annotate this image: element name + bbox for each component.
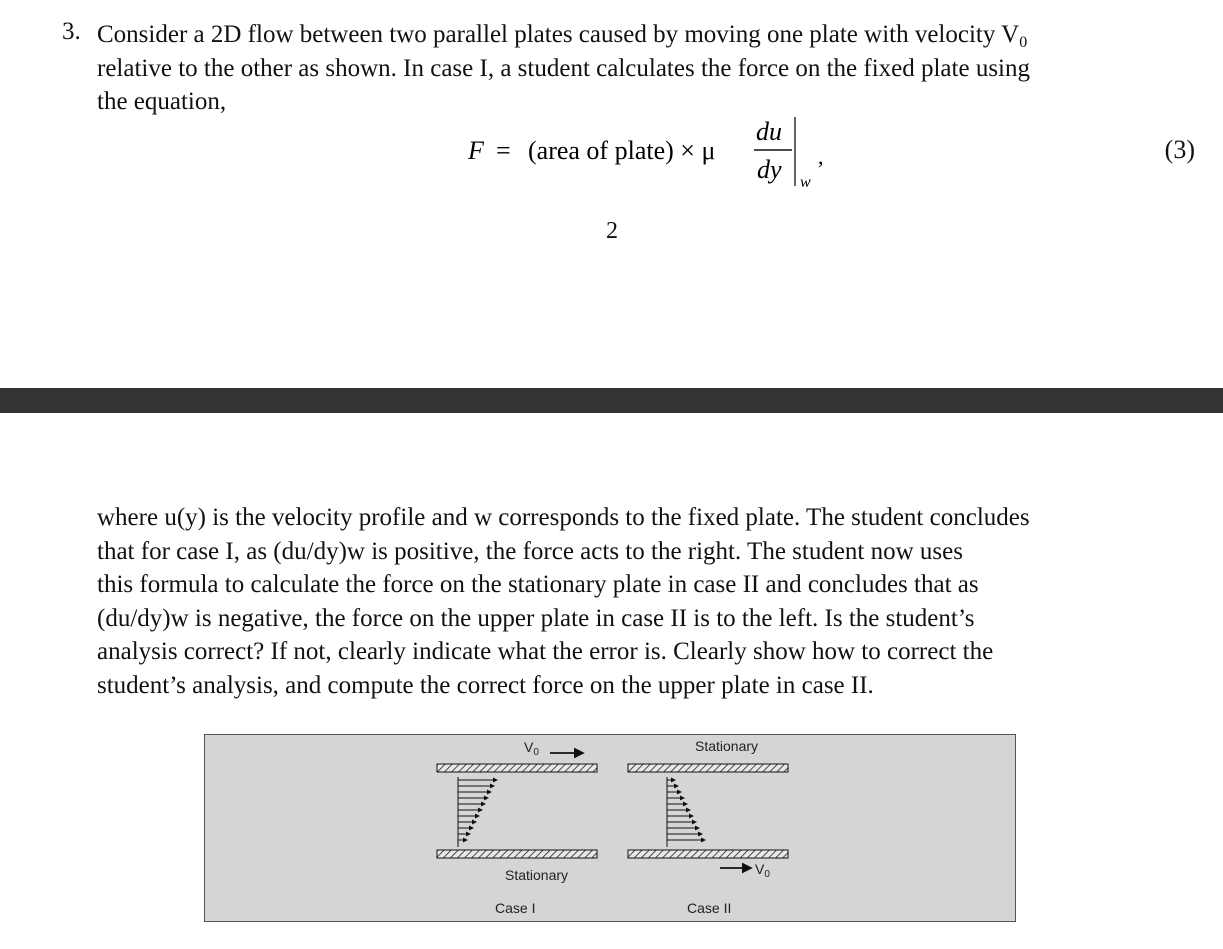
cont-line-6: student’s analysis, and compute the correct force on the upper plate in case II.: [97, 671, 874, 699]
intro-line-1: Consider a 2D flow between two parallel plates caused by moving one plate with velocity $V_0$: [97, 21, 1028, 51]
cont-line-4: (du/dy)w is negative, the force on the upper plate in case II is to the left. Is the student’s: [97, 604, 975, 632]
case1-bottom-plate: [437, 850, 597, 858]
equation-number: (3): [1164, 135, 1195, 164]
intro-line-2: relative to the other as shown. In case I, a student calculates the force on the fixed plate using: [97, 54, 1030, 82]
page-number: 2: [606, 218, 618, 244]
case1-caption: Case I: [495, 900, 536, 916]
case2-top-label: Stationary: [695, 738, 759, 754]
case2-velocity-profile: [667, 777, 705, 847]
case1-top-plate: [437, 764, 597, 772]
eq-equals: =: [496, 136, 511, 165]
eq-eval-sub: w: [800, 174, 811, 191]
case2-bottom-plate: [628, 850, 788, 858]
case2-caption: Case II: [687, 900, 732, 916]
plates-figure: [204, 734, 1016, 922]
cont-line-2: that for case I, as (du/dy)w is positive, the force acts to the right. The student now uses: [97, 537, 963, 565]
intro-line-3: the equation,: [97, 88, 227, 115]
equation-graphic: [468, 112, 848, 192]
problem-number: 3.: [62, 18, 81, 45]
cont-line-5: analysis correct? If not, clearly indicate what the error is. Clearly show how to correct the: [97, 638, 994, 665]
force-equation: [468, 112, 848, 192]
eq-text: (area of plate) × μ: [528, 136, 716, 165]
eq-numerator: du: [756, 117, 782, 146]
page-separator: [0, 388, 1223, 413]
cont-line-1: where u(y) is the velocity profile and w corresponds to the fixed plate. The student concludes: [97, 504, 1030, 531]
case1-top-label: $V_0$: [524, 739, 539, 758]
case1-bottom-label: Stationary: [505, 867, 569, 883]
plates-diagram: [205, 735, 1015, 921]
case2-top-plate: [628, 764, 788, 772]
eq-denominator: dy: [757, 155, 782, 184]
cont-line-3: this formula to calculate the force on the stationary plate in case II and concludes that as: [97, 571, 979, 598]
problem-intro: [97, 18, 1197, 119]
problem-continuation: [97, 501, 1197, 702]
eq-lhs: F: [468, 136, 484, 165]
case2-bottom-label: $V_0$: [755, 861, 770, 880]
case1-velocity-profile: [458, 777, 497, 847]
eq-comma: ,: [818, 144, 824, 169]
